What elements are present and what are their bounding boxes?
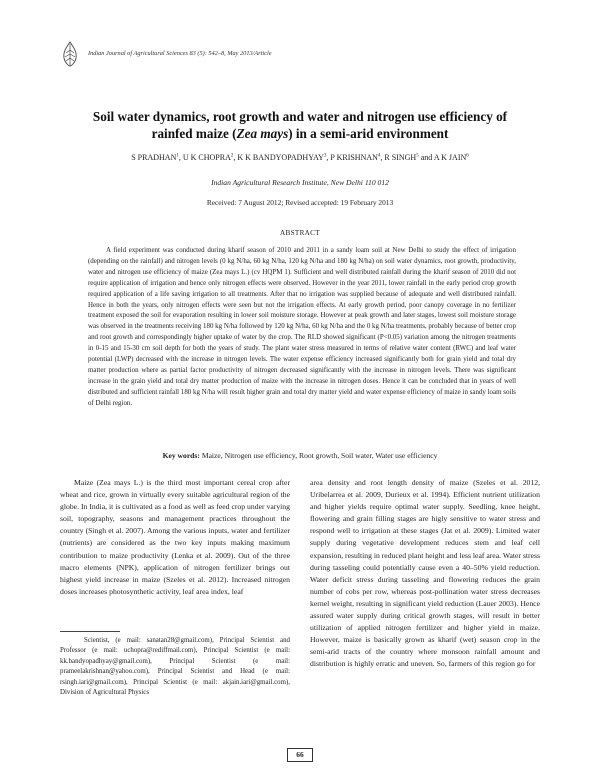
author: K K BANDYOPADHYAY$^3$,: [237, 153, 331, 162]
keywords-text: Maize, Nitrogen use efficiency, Root growth, Soil water, Water use efficiency: [201, 451, 438, 460]
received-dates: Received: 7 August 2012; Revised accepted: 19 February 2013: [206, 198, 394, 207]
keywords: [60, 451, 540, 460]
author-list: [60, 153, 540, 162]
title-line-2-species: Zea mays: [236, 126, 289, 141]
page-number: 66: [287, 748, 313, 762]
author-footnote: Scientist, (e mail: sanatan28@gmail.com), Principal Scientist and Professor (e mail: uchopra@rediffmail.com), Principal Scientist (e mail: kk.bandyopadhyay@gmail.com), Principal Scientist (e mail: prameelakrishnan@yahoo.com), Principal Scientist and Head (e mail: rsingh.iari@gmail.com), Principal Scientist (e mail: akjain.iari@gmail.com), Division of Agricultural Physics: [60, 637, 290, 697]
title-line-1: Soil water dynamics, root growth and water and nitrogen use efficiency of: [92, 109, 508, 124]
keywords-label: Key words:: [162, 451, 200, 460]
abstract-heading: ABSTRACT: [280, 229, 320, 237]
body-paragraph: Maize (Zea mays L.) is the third most important cereal crop after wheat and rice, grown in virtually every suitable agricultural region of the globe. In India, it is cultivated as a food as well as feed crop under varying soil, topography, seasons and management practices throughout the country (Singh et al. 2007). Among the various inputs, water and fertilizer (nutrients) are considered as the two key inputs making maximum contribution to maize productivity (Lenka et al. 2009). Out of the three macro elements (NPK), application of nitrogen fertilizer brings out highest yield increase in maize (Szeles et al. 2012). Increased nitrogen doses increases photosynthetic activity, leaf area index, leaf: [60, 478, 290, 596]
author: A K JAIN$^6$: [433, 153, 469, 162]
journal-citation: Indian Journal of Agricultural Sciences 83 (5): 542–8, May 2013/Article: [88, 50, 272, 57]
abstract-text: A field experiment was conducted during kharif season of 2010 and 2011 in a sandy loam soil at New Delhi to study the effect of irrigation (depending on the rainfall) and nitrogen levels (0 kg N/ha, 60 kg N/ha, 120 kg N/ha and 180 kg N/ha) on soil water dynamics, root growth, productivity, water and nitrogen use efficiency of maize (Zea mays L.) (cv HQPM 1). Sufficient and well distributed rainfall during the kharif season of 2010 did not require application of irrigation and hence only nitrogen effects were observed. However in the year 2011, lower rainfall in the early period crop growth required application of a life saving irrigation to all treatments. After that no irrigation was supplied because of adequate and well distributed rainfall. Hence in both the years, only nitrogen effects were seen but not the irrigation effects. At early growth period, poor canopy coverage in no fertilizer treatment exposed the soil for evaporation resulting in lower soil moisture storage. However at peak growth and later stages, lowest soil moisture storage was observed in the treatments receiving 180 kg N/ha followed by 120 kg N/ha, 60 kg N/ha and the 0 kg N/ha treatments, probably because of better crop and root growth and correspondingly higher uptake of water by the crop. The RLD showed significant (P<0.05) variation among the nitrogen treatments in 0-15 and 15-30 cm soil depth for both the years of study. The plant water stress measured in terms of relative water content (RWC) and leaf water potential (LWP) decreased with the increase in nitrogen levels. The water expense efficiency increased significantly both for grain yield and total dry matter production where as partial factor productivity of nitrogen decreased significantly with the increase in nitrogen levels. There was significant increase in the grain yield and total dry matter production of maize with the increase in nitrogen doses. Hence it can be concluded that in years of well distributed and sufficient rainfall 180 kg N/ha will result higher grain and total dry matter yield and water expense efficiency of maize in sandy loam soils of Delhi region.: [88, 246, 516, 407]
article-title: [60, 108, 540, 142]
title-line-2-suffix: ) in a semi-arid environment: [288, 126, 449, 141]
author: P KRISHNAN$^4$,: [330, 153, 385, 162]
journal-logo-icon: [60, 40, 80, 68]
author: U K CHOPRA$^2$,: [182, 153, 238, 162]
author: S PRADHAN$^1$,: [131, 153, 183, 162]
title-line-2-prefix: rainfed maize (: [151, 126, 237, 141]
footnote-rule: [60, 631, 120, 632]
institution: Indian Agricultural Research Institute, New Delhi 110 012: [211, 178, 389, 187]
author: R SINGH$^5$ and: [384, 153, 434, 162]
body-paragraph: area density and root length density of maize (Szeles et al. 2012, Uribelarrea et al. 2009, Durieux et al. 1994). Efficient nutrient utilization and higher yields require optimal water supply. Seedling, knee height, flowering and grain filling stages are higly sensitive to water stress and respond well to irrigation at these stages (Jat et al. 2009). Limited water supply during vegetative development reduces stem and leaf cell expansion, resulting in reduced plant height and less leaf area. Water stress during tasseling could potentially cause even a 40–50% yield reduction. Water deficit stress during tasseling and flowering reduces the grain number of cobs per row, whereas post-pollination water stress decreases kernel weight, resulting in significant yield reduction (Lauer 2003). Hence assured water supply during critical growth stages, will result in better utilization of applied nitrogen fertilizer and higher yield in maize. However, maize is basically grown as kharif (wet) season crop in the semi-arid tracts of the country where monsoon rainfall amount and distribution is highly erratic and uneven. So, farmers of this region go for: [310, 478, 541, 669]
body-column-right: [310, 477, 540, 671]
body-column-left: [60, 477, 290, 598]
